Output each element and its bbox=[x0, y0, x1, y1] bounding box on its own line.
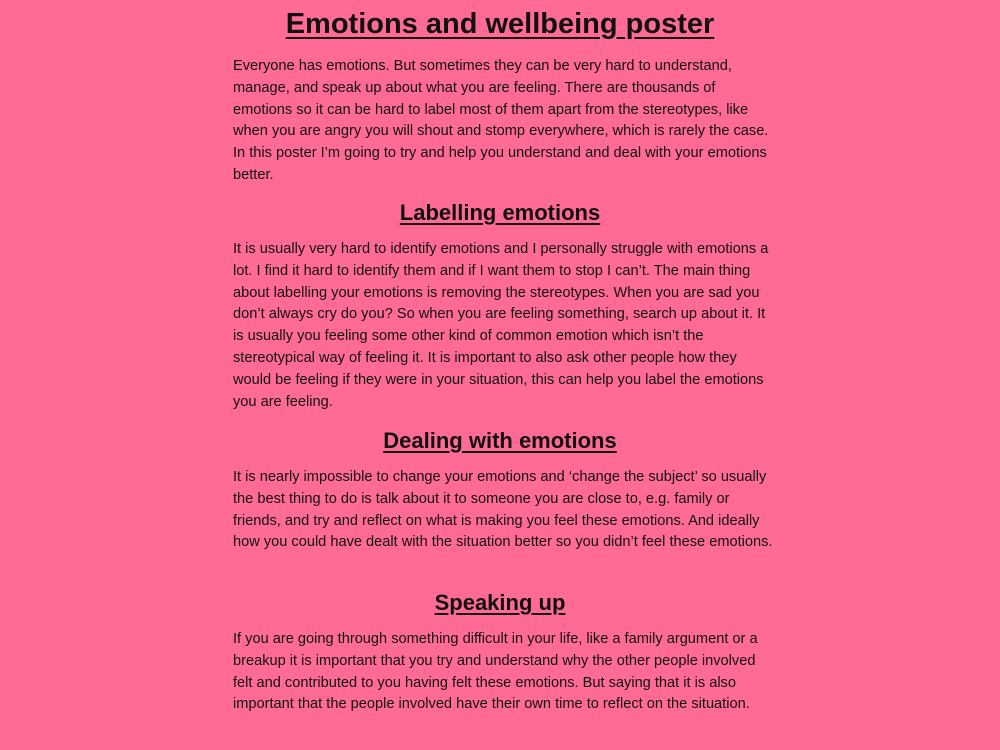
poster-title: Emotions and wellbeing poster bbox=[285, 8, 715, 40]
section-heading-labelling: Labelling emotions bbox=[399, 200, 601, 225]
section-body-labelling: It is usually very hard to identify emotions and I personally struggle with emotions a lot. I find it hard to identify them and if I want them to stop I can’t. The main thing about labelling your emotions is removing the stereotypes. When you are sad you don’t always cry do you? So when you are feeling something, search up about it. It is usually you feeling some other kind of common emotion which isn’t the stereotypical way of feeling it. It is important to also ask other people how they would be feeling if they were in your situation, this can help you label the emotions you are feeling. bbox=[233, 241, 769, 410]
section-heading-speaking-up: Speaking up bbox=[434, 590, 566, 615]
section-heading-dealing: Dealing with emotions bbox=[383, 428, 617, 453]
intro-paragraph: Everyone has emotions. But sometimes they can be very hard to understand, manage, and speak up about what you are feeling. There are thousands of emotions so it can be hard to label most of them apart from the stereotypes, like when you are angry you will shout and stomp everywhere, which is rarely the case. In this poster I’m going to try and help you understand and deal with your emotions better. bbox=[233, 58, 769, 183]
section-body-dealing: It is nearly impossible to change your emotions and ‘change the subject’ so usually the best thing to do is talk about it to someone you are close to, e.g. family or friends, and try and reflect on what is making you feel these emotions. And ideally how you could have dealt with the situation better so you didn’t feel these emotions. bbox=[233, 469, 773, 551]
section-body-speaking-up: If you are going through something difficult in your life, like a family argument or a breakup it is important that you try and understand why the other people involved felt and contributed to you having felt these emotions. But saying that it is also important that the people involved have their own time to reflect on the situation. bbox=[233, 631, 758, 713]
